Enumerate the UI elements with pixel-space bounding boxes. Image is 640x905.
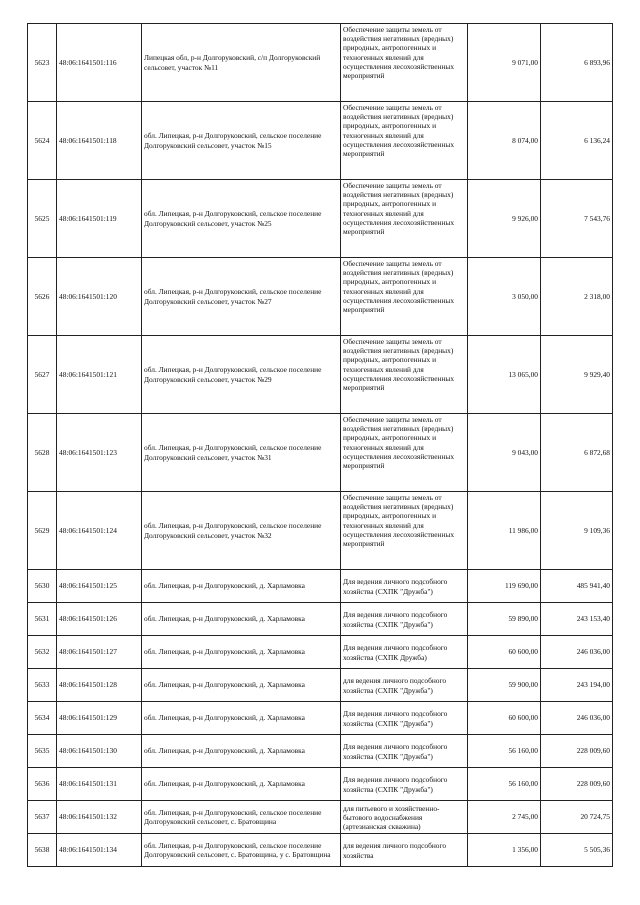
table-row [28, 180, 613, 258]
area-cell: 59 890,00 [468, 603, 541, 636]
table-row [28, 834, 613, 867]
address-cell: обл. Липецкая, р-н Долгоруковский, сельское поселение Долгоруковский сельсовет, участок №15 [142, 102, 341, 180]
land-use-cell: Для ведения личного подсобного хозяйства (СХПК "Дружба") [341, 603, 468, 636]
table-row [28, 702, 613, 735]
cadastral-number: 48:06:1641501:125 [57, 570, 142, 603]
area-cell: 3 050,00 [468, 258, 541, 336]
cadastral-value-cell: 20 724,75 [541, 801, 613, 834]
land-use-cell: Обеспечение защиты земель от воздействия негативных (вредных) природных, антропогенных и техногенных явлений для осуществления лесохозяйственных мероприятий [341, 258, 468, 336]
cadastral-value-cell: 246 036,00 [541, 702, 613, 735]
row-number: 5626 [28, 258, 57, 336]
row-number: 5637 [28, 801, 57, 834]
land-use-cell: Для ведения личного подсобного хозяйства (СХПК "Дружба") [341, 735, 468, 768]
land-use-cell: Обеспечение защиты земель от воздействия негативных (вредных) природных, антропогенных и техногенных явлений для осуществления лесохозяйственных мероприятий [341, 102, 468, 180]
cadastral-value-cell: 2 318,00 [541, 258, 613, 336]
cadastral-value-cell: 243 194,00 [541, 669, 613, 702]
address-cell: обл. Липецкая, р-н Долгоруковский, сельское поселение Долгоруковский сельсовет, участок №29 [142, 336, 341, 414]
area-cell: 11 986,00 [468, 492, 541, 570]
table-row [28, 636, 613, 669]
area-cell: 60 600,00 [468, 636, 541, 669]
address-cell: обл. Липецкая, р-н Долгоруковский, д. Харламовка [142, 603, 341, 636]
land-use-cell: Обеспечение защиты земель от воздействия негативных (вредных) природных, антропогенных и техногенных явлений для осуществления лесохозяйственных мероприятий [341, 336, 468, 414]
cadastral-value-cell: 485 941,40 [541, 570, 613, 603]
table-row [28, 768, 613, 801]
land-use-cell: Для ведения личного подсобного хозяйства (СХПК "Дружба") [341, 570, 468, 603]
cadastral-number: 48:06:1641501:126 [57, 603, 142, 636]
cadastral-number: 48:06:1641501:124 [57, 492, 142, 570]
table-row [28, 735, 613, 768]
land-use-cell: для ведения личного подсобного хозяйства [341, 834, 468, 867]
land-use-cell: Для ведения личного подсобного хозяйства (СХПК "Дружба") [341, 768, 468, 801]
table-row [28, 414, 613, 492]
cadastral-value-cell: 9 929,40 [541, 336, 613, 414]
address-cell: обл. Липецкая, р-н Долгоруковский, сельское поселение Долгоруковский сельсовет, участок №32 [142, 492, 341, 570]
row-number: 5633 [28, 669, 57, 702]
row-number: 5635 [28, 735, 57, 768]
address-cell: обл. Липецкая, р-н Долгоруковский, сельское поселение Долгоруковский сельсовет, с. Братовщина, у с. Братовщина [142, 834, 341, 867]
cadastral-value-cell: 9 109,36 [541, 492, 613, 570]
cadastral-number: 48:06:1641501:120 [57, 258, 142, 336]
table-row [28, 570, 613, 603]
address-cell: обл. Липецкая, р-н Долгоруковский, д. Харламовка [142, 768, 341, 801]
table-row [28, 336, 613, 414]
row-number: 5634 [28, 702, 57, 735]
cadastral-number: 48:06:1641501:129 [57, 702, 142, 735]
land-registry-table [27, 23, 613, 867]
area-cell: 56 160,00 [468, 735, 541, 768]
cadastral-number: 48:06:1641501:130 [57, 735, 142, 768]
row-number: 5623 [28, 24, 57, 102]
row-number: 5636 [28, 768, 57, 801]
area-cell: 59 900,00 [468, 669, 541, 702]
area-cell: 56 160,00 [468, 768, 541, 801]
row-number: 5632 [28, 636, 57, 669]
row-number: 5630 [28, 570, 57, 603]
area-cell: 9 071,00 [468, 24, 541, 102]
row-number: 5629 [28, 492, 57, 570]
land-use-cell: Обеспечение защиты земель от воздействия негативных (вредных) природных, антропогенных и техногенных явлений для осуществления лесохозяйственных мероприятий [341, 180, 468, 258]
cadastral-value-cell: 228 009,60 [541, 735, 613, 768]
table-row [28, 102, 613, 180]
table-row [28, 669, 613, 702]
cadastral-number: 48:06:1641501:118 [57, 102, 142, 180]
land-use-cell: Обеспечение защиты земель от воздействия негативных (вредных) природных, антропогенных и техногенных явлений для осуществления лесохозяйственных мероприятий [341, 414, 468, 492]
table-row [28, 258, 613, 336]
address-cell: обл. Липецкая, р-н Долгоруковский, сельское поселение Долгоруковский сельсовет, с. Братовщина [142, 801, 341, 834]
address-cell: Липецкая обл, р-н Долгоруковский, с/п Долгоруковский сельсовет, участок №11 [142, 24, 341, 102]
cadastral-number: 48:06:1641501:128 [57, 669, 142, 702]
address-cell: обл. Липецкая, р-н Долгоруковский, д. Харламовка [142, 702, 341, 735]
row-number: 5624 [28, 102, 57, 180]
land-use-cell: Для ведения личного подсобного хозяйства (СХПК Дружба) [341, 636, 468, 669]
area-cell: 60 600,00 [468, 702, 541, 735]
cadastral-number: 48:06:1641501:127 [57, 636, 142, 669]
cadastral-value-cell: 228 009,60 [541, 768, 613, 801]
cadastral-number: 48:06:1641501:134 [57, 834, 142, 867]
cadastral-number: 48:06:1641501:131 [57, 768, 142, 801]
cadastral-number: 48:06:1641501:123 [57, 414, 142, 492]
area-cell: 2 745,00 [468, 801, 541, 834]
table-row [28, 603, 613, 636]
area-cell: 9 926,00 [468, 180, 541, 258]
row-number: 5638 [28, 834, 57, 867]
cadastral-number: 48:06:1641501:119 [57, 180, 142, 258]
land-use-cell: для питьевого и хозяйственно-бытового водоснабжения (артезианская скважина) [341, 801, 468, 834]
address-cell: обл. Липецкая, р-н Долгоруковский, сельское поселение Долгоруковский сельсовет, участок №25 [142, 180, 341, 258]
area-cell: 8 074,00 [468, 102, 541, 180]
cadastral-value-cell: 246 036,00 [541, 636, 613, 669]
land-use-cell: Обеспечение защиты земель от воздействия негативных (вредных) природных, антропогенных и техногенных явлений для осуществления лесохозяйственных мероприятий [341, 492, 468, 570]
table-row [28, 801, 613, 834]
row-number: 5625 [28, 180, 57, 258]
row-number: 5628 [28, 414, 57, 492]
area-cell: 1 356,00 [468, 834, 541, 867]
row-number: 5631 [28, 603, 57, 636]
cadastral-value-cell: 6 893,96 [541, 24, 613, 102]
cadastral-number: 48:06:1641501:132 [57, 801, 142, 834]
land-use-cell: Для ведения личного подсобного хозяйства (СХПК "Дружба") [341, 702, 468, 735]
cadastral-value-cell: 6 136,24 [541, 102, 613, 180]
cadastral-number: 48:06:1641501:116 [57, 24, 142, 102]
land-use-cell: Обеспечение защиты земель от воздействия негативных (вредных) природных, антропогенных и техногенных явлений для осуществления лесохозяйственных мероприятий [341, 24, 468, 102]
cadastral-value-cell: 5 505,36 [541, 834, 613, 867]
cadastral-value-cell: 6 872,68 [541, 414, 613, 492]
table-row [28, 24, 613, 102]
land-use-cell: для ведения личного подсобного хозяйства (СХПК "Дружба") [341, 669, 468, 702]
address-cell: обл. Липецкая, р-н Долгоруковский, д. Харламовка [142, 570, 341, 603]
cadastral-value-cell: 7 543,76 [541, 180, 613, 258]
address-cell: обл. Липецкая, р-н Долгоруковский, д. Харламовка [142, 636, 341, 669]
address-cell: обл. Липецкая, р-н Долгоруковский, д. Харламовка [142, 669, 341, 702]
cadastral-value-cell: 243 153,40 [541, 603, 613, 636]
table-row [28, 492, 613, 570]
cadastral-number: 48:06:1641501:121 [57, 336, 142, 414]
area-cell: 119 690,00 [468, 570, 541, 603]
address-cell: обл. Липецкая, р-н Долгоруковский, сельское поселение Долгоруковский сельсовет, участок №31 [142, 414, 341, 492]
area-cell: 9 043,00 [468, 414, 541, 492]
address-cell: обл. Липецкая, р-н Долгоруковский, д. Харламовка [142, 735, 341, 768]
row-number: 5627 [28, 336, 57, 414]
table-body [28, 24, 613, 867]
area-cell: 13 065,00 [468, 336, 541, 414]
address-cell: обл. Липецкая, р-н Долгоруковский, сельское поселение Долгоруковский сельсовет, участок №27 [142, 258, 341, 336]
